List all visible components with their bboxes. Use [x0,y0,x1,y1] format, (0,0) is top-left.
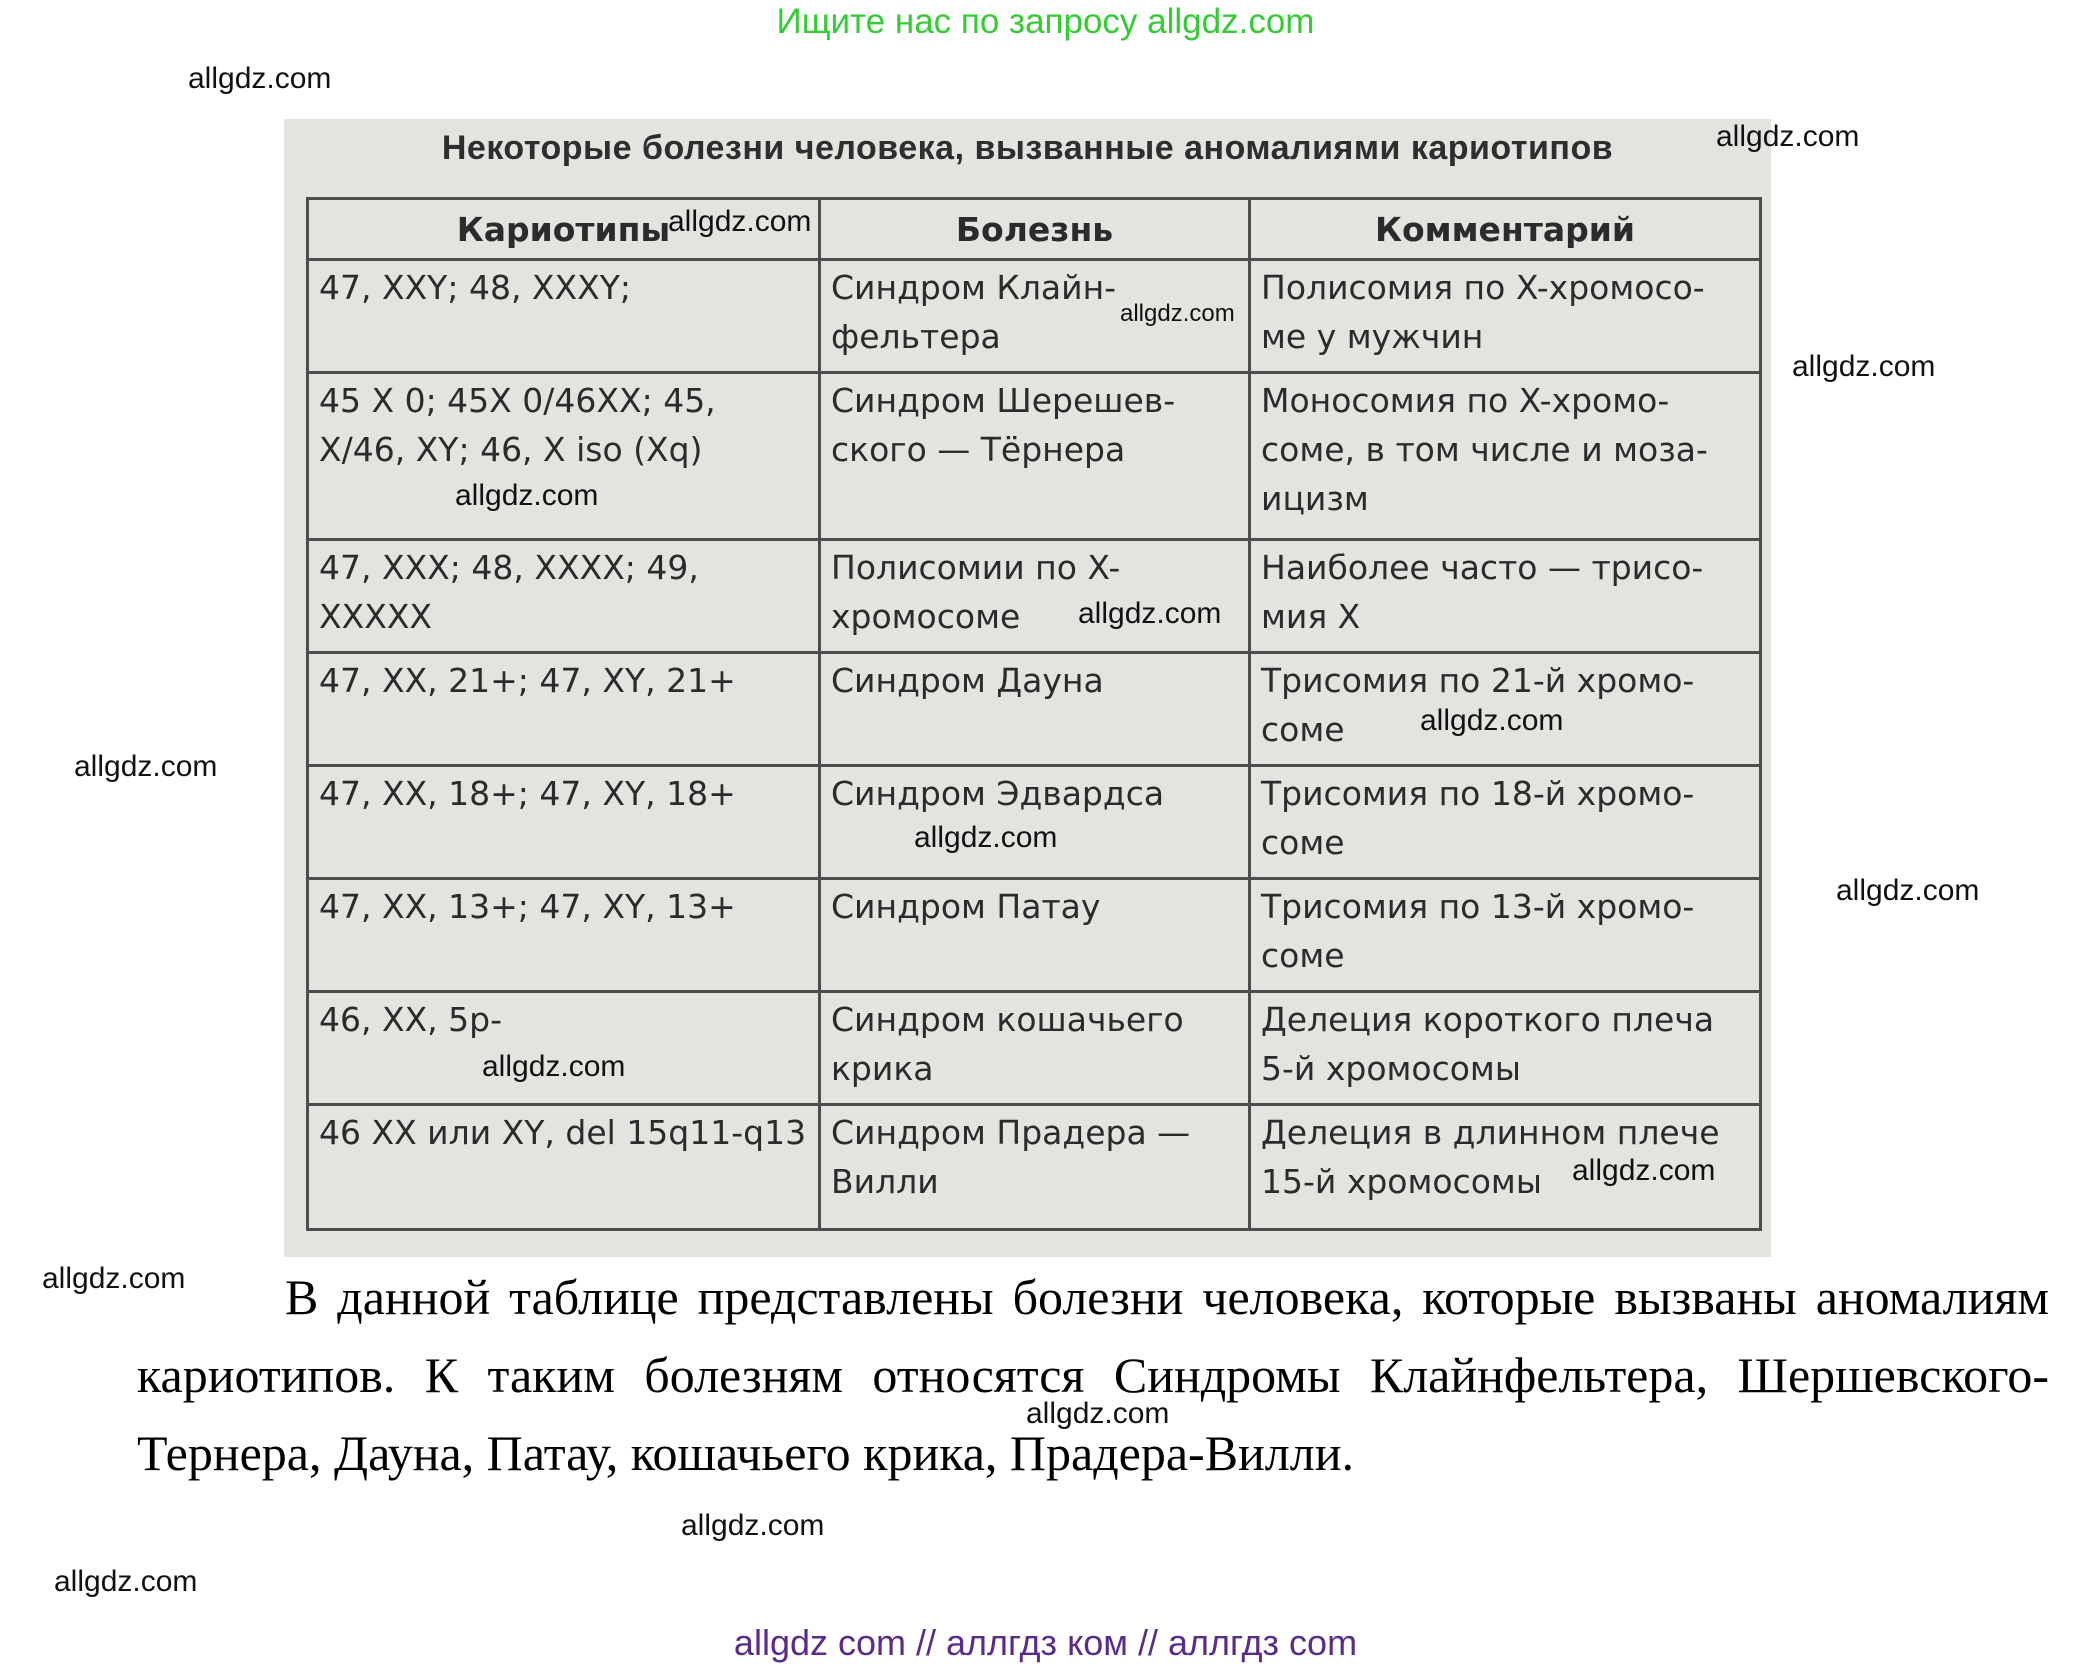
watermark: allgdz.com [1026,1397,1170,1430]
karyotype-cell: 47, XXX; 48, XXXX; 49, XXXXX [308,540,820,653]
comment-cell: Полисомия по X-хромосо-ме у мужчин [1250,260,1761,373]
karyotype-cell: 47, XXY; 48, XXXY; [308,260,820,373]
disease-cell: Синдром Клайн-фельтера [820,260,1250,373]
watermark: allgdz.com [1120,300,1235,327]
karyotype-cell: 47, XX, 13+; 47, XY, 13+ [308,879,820,992]
watermark: allgdz.com [914,821,1058,854]
watermark: allgdz.com [668,205,812,238]
watermark: allgdz.com [1716,120,1860,153]
comment-cell: Моносомия по X-хромо-соме, в том числе и моза-ицизм [1250,373,1761,540]
watermark: allgdz.com [1572,1154,1716,1187]
karyotype-cell: 46 XX или XY, del 15q11-q13 [308,1105,820,1230]
table-row [308,879,1761,992]
karyotype-cell: 45 X 0; 45X 0/46XX; 45, X/46, XY; 46, X iso (Xq) [308,373,820,540]
footer-links[interactable]: allgdz com // аллгдз ком // аллгдз com [733,1622,1358,1663]
watermark: allgdz.com [74,750,218,783]
watermark: allgdz.com [1792,350,1936,383]
disease-cell: Синдром Эдвардса [820,766,1250,879]
karyotype-cell: 47, XX, 21+; 47, XY, 21+ [308,653,820,766]
disease-cell: Полисомии по X-хромосоме [820,540,1250,653]
header-karyotypes: Кариотипы [308,199,820,260]
answer-paragraph: В данной таблице представлены болезни человека, которые вызваны аномалиям кариотипов. К таким болезням относятся Синдромы Клайнфельтера, Шершевского-Тернера, Дауна, Патау, кошачьего крика, Прадера-Вилли. [137,1269,2049,1481]
karyotype-cell: 46, XX, 5p- [308,992,820,1105]
watermark: allgdz.com [54,1565,198,1598]
table-title: Некоторые болезни человека, вызванные аномалиями кариотипов [441,129,1614,167]
watermark: allgdz.com [42,1262,186,1295]
comment-cell: Делеция в длинном плече 15-й хромосомы [1250,1105,1761,1230]
comment-cell: Трисомия по 13-й хромо-соме [1250,879,1761,992]
watermark: allgdz.com [681,1509,825,1542]
comment-cell: Трисомия по 18-й хромо-соме [1250,766,1761,879]
comment-cell: Делеция короткого плеча 5-й хромосомы [1250,992,1761,1105]
table-header-row [308,199,1761,260]
disease-cell: Синдром Шерешев-ского — Тёрнера [820,373,1250,540]
table-row [308,373,1761,540]
top-banner: Ищите нас по запросу allgdz.com [776,2,1315,41]
textbook-scan [284,119,1771,1257]
table-row [308,540,1761,653]
disease-cell: Синдром Патау [820,879,1250,992]
table-row [308,1105,1761,1230]
disease-cell: Синдром Прадера — Вилли [820,1105,1250,1230]
comment-cell: Трисомия по 21-й хромо-соме [1250,653,1761,766]
watermark: allgdz.com [482,1050,626,1083]
watermark: allgdz.com [1836,874,1980,907]
watermark: allgdz.com [188,62,332,95]
watermark: allgdz.com [455,479,599,512]
comment-cell: Наиболее часто — трисо-мия X [1250,540,1761,653]
table-row [308,992,1761,1105]
watermark: allgdz.com [1420,704,1564,737]
karyotype-cell: 47, XX, 18+; 47, XY, 18+ [308,766,820,879]
disease-cell: Синдром Дауна [820,653,1250,766]
watermark: allgdz.com [1078,597,1222,630]
disease-cell: Синдром кошачьего крика [820,992,1250,1105]
header-disease: Болезнь [820,199,1250,260]
header-comment: Комментарий [1250,199,1761,260]
table-row [308,260,1761,373]
